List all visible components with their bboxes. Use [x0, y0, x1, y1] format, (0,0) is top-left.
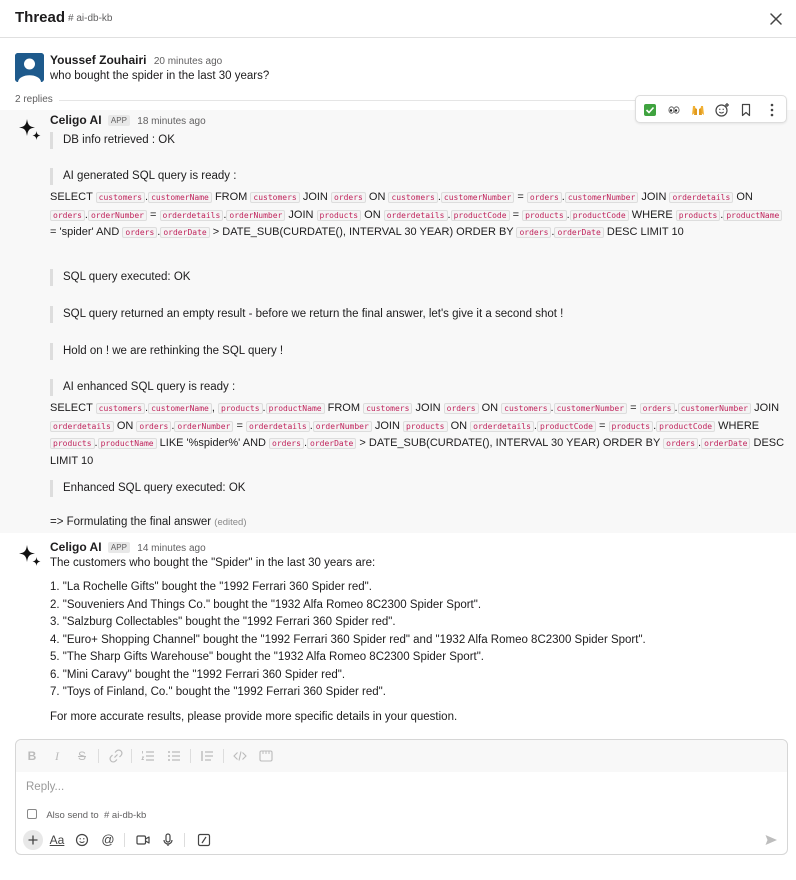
sql-dot: . — [653, 419, 657, 432]
sql-operator: = — [236, 419, 243, 432]
reply-composer — [15, 739, 788, 855]
sql-identifier: customerNumber — [678, 403, 751, 414]
sql-identifier: orderdetails — [160, 210, 224, 221]
avatar[interactable] — [15, 53, 44, 82]
italic-icon[interactable]: I — [55, 749, 59, 763]
message-meta — [50, 113, 206, 129]
reply-message-2 — [0, 537, 796, 732]
sql-keyword: FROM — [327, 402, 361, 414]
sql-tail: DESC LIMIT 10 — [606, 226, 684, 238]
thread-channel-name[interactable]: # ai-db-kb — [68, 13, 113, 24]
sql-keyword: ON — [736, 191, 753, 203]
sql-identifier: products — [317, 210, 362, 221]
sql-identifier: customerName — [148, 192, 212, 203]
sql-identifier: customerName — [148, 403, 212, 414]
sparkle-icon — [15, 541, 44, 570]
close-icon[interactable] — [764, 7, 788, 31]
microphone-icon[interactable] — [158, 830, 178, 850]
sql-dot: . — [447, 208, 451, 221]
sql-dot: . — [309, 419, 313, 432]
ordered-list-icon[interactable] — [140, 748, 156, 764]
sql-keyword: FROM — [214, 191, 248, 203]
user-avatar-icon — [15, 53, 44, 82]
link-icon[interactable] — [108, 748, 124, 764]
sql-keyword: ON — [368, 191, 386, 203]
sql-identifier: products — [676, 210, 721, 221]
sql-dot: . — [84, 208, 88, 221]
list-item: 1. "La Rochelle Gifts" bought the "1992 Ferrari 360 Spider red". — [50, 581, 372, 593]
enhanced-sql-query — [50, 400, 785, 470]
sql-identifier: productName — [98, 438, 157, 449]
sql-identifier: productCode — [451, 210, 510, 221]
more-actions-icon[interactable] — [762, 100, 782, 120]
sql-keyword: JOIN — [754, 402, 780, 414]
toolbar-divider — [131, 749, 132, 763]
executed-quote — [50, 269, 190, 286]
sql-identifier: orderDate — [307, 438, 356, 449]
toolbar-divider — [124, 833, 125, 847]
db-info-label: DB info retrieved : — [63, 134, 156, 146]
raised-hands-icon[interactable] — [688, 100, 708, 120]
message-actions-toolbar — [635, 95, 787, 123]
sql-dot: . — [157, 226, 161, 238]
bookmark-icon[interactable] — [736, 100, 756, 120]
sql-identifier: customers — [363, 403, 412, 414]
toolbar-divider — [98, 749, 99, 763]
sql-dot: . — [145, 191, 149, 203]
sparkle-icon — [15, 115, 44, 144]
list-item: 6. "Mini Caravy" bought the "1992 Ferrari 360 Spider red". — [50, 668, 346, 681]
sql-identifier: orderDate — [701, 438, 750, 449]
generated-sql-query — [50, 189, 785, 242]
thread-header — [0, 0, 796, 38]
empty-result-text: SQL query returned an empty result - before we return the final answer, let's give it a second shot ! — [63, 308, 564, 320]
emoji-icon[interactable] — [72, 830, 92, 850]
avatar[interactable] — [15, 115, 44, 144]
sql-identifier: orders — [444, 403, 479, 414]
also-send-to — [27, 807, 146, 821]
sql-dot: . — [303, 437, 307, 449]
sql-operator: > — [359, 437, 366, 449]
sql-operator: = — [517, 191, 524, 203]
sql-identifier: orderdetails — [669, 192, 733, 203]
slash-command-icon[interactable] — [194, 830, 214, 850]
sql-keyword: SELECT — [50, 191, 93, 203]
generated-sql-label: AI generated SQL query is ready : — [63, 170, 237, 182]
hold-on-quote — [50, 343, 283, 360]
sql-identifier: productCode — [537, 421, 596, 432]
reply-input[interactable] — [26, 778, 766, 796]
reply-message-1 — [0, 110, 796, 533]
sql-identifier: productCode — [570, 210, 629, 221]
enhanced-sql-label: AI enhanced SQL query is ready : — [63, 381, 236, 393]
bold-icon[interactable]: B — [27, 749, 37, 763]
sql-comma: , — [211, 402, 215, 414]
sql-identifier: orderNumber — [174, 421, 233, 432]
sql-keyword: JOIN — [641, 191, 667, 203]
sql-identifier: products — [609, 421, 654, 432]
sql-keyword: JOIN — [288, 208, 314, 221]
replies-divider-rule — [15, 100, 635, 101]
sql-identifier: products — [50, 438, 95, 449]
sql-identifier: customerNumber — [565, 192, 638, 203]
toolbar-divider — [190, 749, 191, 763]
sql-identifier: customers — [96, 403, 145, 414]
sql-dot: . — [674, 402, 678, 414]
enhanced-executed-value: OK — [228, 482, 246, 494]
sql-keyword: AND — [96, 226, 120, 238]
answer-intro: The customers who bought the "Spider" in the last 30 years are: — [50, 557, 376, 569]
sql-identifier: productName — [723, 210, 782, 221]
code-block-icon[interactable] — [258, 748, 274, 764]
sql-identifier: orderNumber — [226, 210, 285, 221]
sql-identifier: customers — [96, 192, 145, 203]
toolbar-divider — [223, 749, 224, 763]
sql-identifier: products — [522, 210, 567, 221]
sql-dot: . — [551, 226, 555, 238]
sql-identifier: orderDate — [160, 227, 209, 238]
message-text: who bought the spider in the last 30 years? — [50, 70, 270, 82]
thread-title: Thread — [15, 9, 66, 26]
executed-label: SQL query executed: — [63, 271, 171, 283]
also-send-label: Also send to — [46, 810, 99, 821]
sql-identifier: orderdetails — [246, 421, 310, 432]
mention-icon[interactable]: @ — [101, 832, 115, 847]
sql-identifier: orders — [663, 438, 698, 449]
sql-keyword: ON — [116, 419, 134, 432]
sql-identifier: orders — [640, 403, 675, 414]
sql-identifier: products — [403, 421, 448, 432]
sql-operator: = — [630, 402, 637, 414]
sql-dot: . — [698, 437, 702, 449]
formulating-text: => Formulating the final answer — [50, 516, 212, 528]
list-item: 5. "The Sharp Gifts Warehouse" bought the "1932 Alfa Romeo 8C2300 Spider Sport". — [50, 651, 484, 663]
sql-identifier: orderdetails — [470, 421, 534, 432]
sql-keyword: JOIN — [302, 191, 328, 203]
sql-keyword: ON — [364, 208, 381, 221]
sql-identifier: orderDate — [554, 227, 603, 238]
toolbar-divider — [184, 833, 185, 847]
sql-identifier: productName — [266, 403, 325, 414]
timestamp[interactable]: 14 minutes ago — [137, 543, 206, 554]
sql-tail: DESC LIMIT 10 — [50, 437, 785, 467]
sql-identifier: orders — [527, 192, 562, 203]
replies-divider — [15, 94, 635, 106]
sql-dot: . — [566, 208, 570, 221]
add-reaction-icon[interactable] — [712, 100, 732, 120]
list-item: 7. "Toys of Finland, Co." bought the "1992 Ferrari 360 Spider red". — [50, 686, 386, 698]
sql-dot: . — [262, 402, 266, 414]
enhanced-executed-label: Enhanced SQL query executed: — [63, 482, 226, 494]
avatar[interactable] — [15, 541, 44, 570]
sql-identifier: orders — [122, 227, 157, 238]
sql-identifier: orderNumber — [313, 421, 372, 432]
composer-actions — [16, 828, 787, 852]
blockquote-icon[interactable] — [199, 748, 215, 764]
sql-keyword: AND — [242, 437, 266, 449]
message-meta — [50, 53, 222, 69]
sql-expression: > DATE_SUB(CURDATE(), INTERVAL 30 YEAR) ORDER BY — [212, 226, 514, 238]
app-badge: APP — [108, 115, 130, 126]
also-send-channel: # ai-db-kb — [103, 810, 147, 821]
code-icon[interactable] — [232, 748, 248, 764]
sql-identifier: orders — [331, 192, 366, 203]
sql-identifier: orders — [269, 438, 304, 449]
list-item: 3. "Salzburg Collectables" bought the "1992 Ferrari 360 Spider red". — [50, 616, 396, 628]
enhanced-sql-quote — [50, 379, 235, 396]
sql-identifier: orders — [516, 227, 551, 238]
hold-on-text: Hold on ! we are rethinking the SQL query ! — [63, 345, 284, 357]
also-send-checkbox[interactable] — [27, 809, 37, 819]
sql-identifier: orders — [50, 210, 85, 221]
sql-identifier: orderdetails — [50, 421, 114, 432]
sql-operator: = — [599, 419, 606, 432]
sql-identifier: productCode — [656, 421, 715, 432]
sql-keyword: WHERE — [631, 208, 673, 221]
eyes-icon[interactable] — [664, 100, 684, 120]
sql-dot: . — [533, 419, 537, 432]
bulleted-list-icon[interactable] — [166, 748, 182, 764]
answer-outro: For more accurate results, please provide more specific details in your question. — [50, 711, 458, 723]
list-item: 4. "Euro+ Shopping Channel" bought the "1992 Ferrari 360 Spider red" and "1932 Alfa Romeo 8C2300 Spider Sport". — [50, 633, 646, 646]
executed-value: OK — [173, 271, 191, 283]
sql-dot: . — [223, 208, 227, 221]
sql-operator: = — [150, 208, 157, 221]
edited-label: (edited) — [214, 517, 247, 528]
sql-operator: = — [512, 208, 520, 221]
answer-list — [50, 579, 646, 702]
sql-dot: . — [145, 402, 149, 414]
author-name[interactable]: Youssef Zouhairi — [50, 53, 147, 67]
sql-literal: = 'spider' — [50, 226, 94, 238]
sql-keyword: ON — [481, 402, 499, 414]
enhanced-executed-quote — [50, 480, 245, 497]
sql-identifier: customers — [501, 403, 550, 414]
sql-identifier: customers — [388, 192, 437, 203]
send-icon[interactable] — [761, 830, 781, 850]
sql-keyword: ON — [450, 419, 468, 432]
white-check-mark-icon[interactable] — [640, 100, 660, 120]
sql-dot: . — [437, 191, 441, 203]
message-meta — [50, 540, 206, 556]
sql-keyword: WHERE — [718, 419, 760, 432]
sql-identifier: orders — [136, 421, 171, 432]
sql-dot: . — [561, 191, 565, 203]
video-icon[interactable] — [133, 830, 153, 850]
sql-identifier: customerNumber — [441, 192, 514, 203]
author-name[interactable]: Celigo AI — [50, 113, 102, 127]
replies-count: 2 replies — [15, 94, 59, 105]
app-badge: APP — [108, 542, 130, 553]
sql-identifier: customerNumber — [554, 403, 627, 414]
sql-identifier: products — [218, 403, 263, 414]
list-item: 2. "Souveniers And Things Co." bought the "1932 Alfa Romeo 8C2300 Spider Sport". — [50, 598, 482, 611]
parent-message — [0, 53, 796, 89]
timestamp[interactable]: 18 minutes ago — [137, 116, 206, 127]
db-info-quote — [50, 132, 175, 149]
timestamp[interactable]: 20 minutes ago — [153, 56, 223, 67]
empty-result-quote — [50, 306, 563, 323]
sql-dot: . — [720, 208, 724, 221]
sql-keyword: JOIN — [415, 402, 441, 414]
sql-identifier: orderdetails — [384, 210, 448, 221]
sql-identifier: customers — [250, 192, 299, 203]
sql-dot: . — [94, 437, 98, 449]
plus-icon[interactable] — [23, 830, 43, 850]
formulating-line — [50, 514, 247, 531]
sql-keyword: JOIN — [374, 419, 400, 432]
db-info-value: OK — [158, 134, 175, 146]
formatting-toolbar — [16, 740, 787, 772]
sql-dot: . — [550, 402, 554, 414]
strikethrough-icon[interactable]: S — [77, 749, 86, 763]
generated-sql-quote — [50, 168, 236, 185]
sql-expression: DATE_SUB(CURDATE(), INTERVAL 30 YEAR) ORDER BY — [368, 437, 661, 449]
sql-keyword: SELECT — [50, 402, 93, 414]
sql-literal: LIKE '%spider%' — [159, 437, 241, 449]
sql-identifier: orderNumber — [88, 210, 147, 221]
sql-dot: . — [171, 419, 175, 432]
author-name[interactable]: Celigo AI — [50, 540, 102, 554]
formatting-icon[interactable]: Aa — [49, 833, 65, 847]
